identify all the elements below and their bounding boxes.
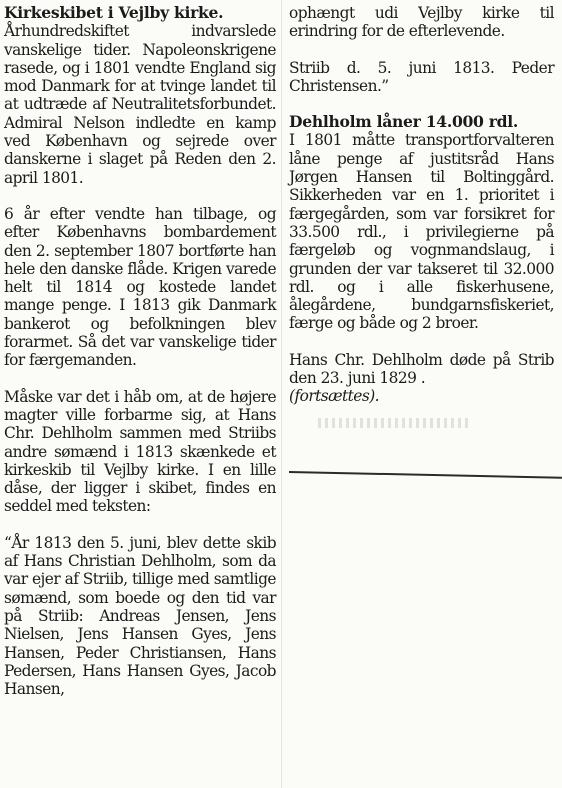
paragraph: I 1801 måtte transportforvalteren låne penge af justitsråd Hans Jørgen Hansen til Boltinggård. Sikkerheden var en 1. prioritet i færgegården, som var forsikret for 33.500 rdl., i privilegierne på færgeløb og vognmandslaug, i grunden der var takseret til 32.000 rdl. og i alle fiskerhusene, ålegårdene, bundgarnsfiskeriet, færge og både og 2 broer. (289, 131, 554, 333)
continued-note: (fortsættes). (289, 387, 379, 406)
paragraph: 6 år efter vendte han tilbage, og efter Københavns bombardement den 2. september 1807 bortførte han hele den danske flåde. Krigen varede helt til 1814 og kostede landet mange penge. I 1813 gik Danmark bankerot og befolkningen blev forarmet. Så det var vanskelige tider for færgemanden. (4, 204, 276, 370)
paragraph-quote-continued: ophængt udi Vejlby kirke til erindring for de efterlevende. (289, 4, 554, 41)
paragraph-quote: “År 1813 den 5. juni, blev dette skib af Hans Christian Dehlholm, som da var ejer af Striib, tillige med samtlige sømænd, som boede og den tid var på Striib: Andreas Jensen, Jens Nielsen, Jens Hansen Gyes, Jens Hansen, Peder Christiansen, Hans Pedersen, Hans Hansen Gyes, Jacob Hansen, (4, 533, 276, 699)
paragraph: Hans Chr. Dehlholm døde på Strib den 23. juni 1829 . (289, 350, 554, 388)
paragraph-signature: Striib d. 5. juni 1813. Peder Christensen.” (289, 58, 554, 95)
column-gutter (281, 0, 282, 788)
right-column (289, 4, 554, 406)
article-heading-kirkeskibet: Kirkeskibet i Vejlby kirke. (4, 3, 224, 22)
left-column (4, 4, 276, 698)
paragraph: Måske var det i håb om, at de højere magter ville forbarme sig, at Hans Chr. Dehlholm sammen med Striibs andre sømænd i 1813 skænkede et kirkeskib til Vejlby kirke. I en lille dåse, der ligger i skibet, findes en seddel med teksten: (4, 387, 276, 516)
section-divider (289, 471, 562, 479)
article-heading-dehlholm: Dehlholm låner 14.000 rdl. (289, 112, 519, 132)
print-smudge (318, 418, 468, 428)
paragraph: Århundredskiftet indvarslede vanskelige tider. Napoleonskrigene rasede, og i 1801 vendte England sig mod Danmark for at tvinge landet til at udtræde af Neutralitetsforbundet. Admiral Nelson indledte en kamp ved København og sejrede over danskerne i slaget på Reden den 2. april 1801. (4, 22, 276, 187)
